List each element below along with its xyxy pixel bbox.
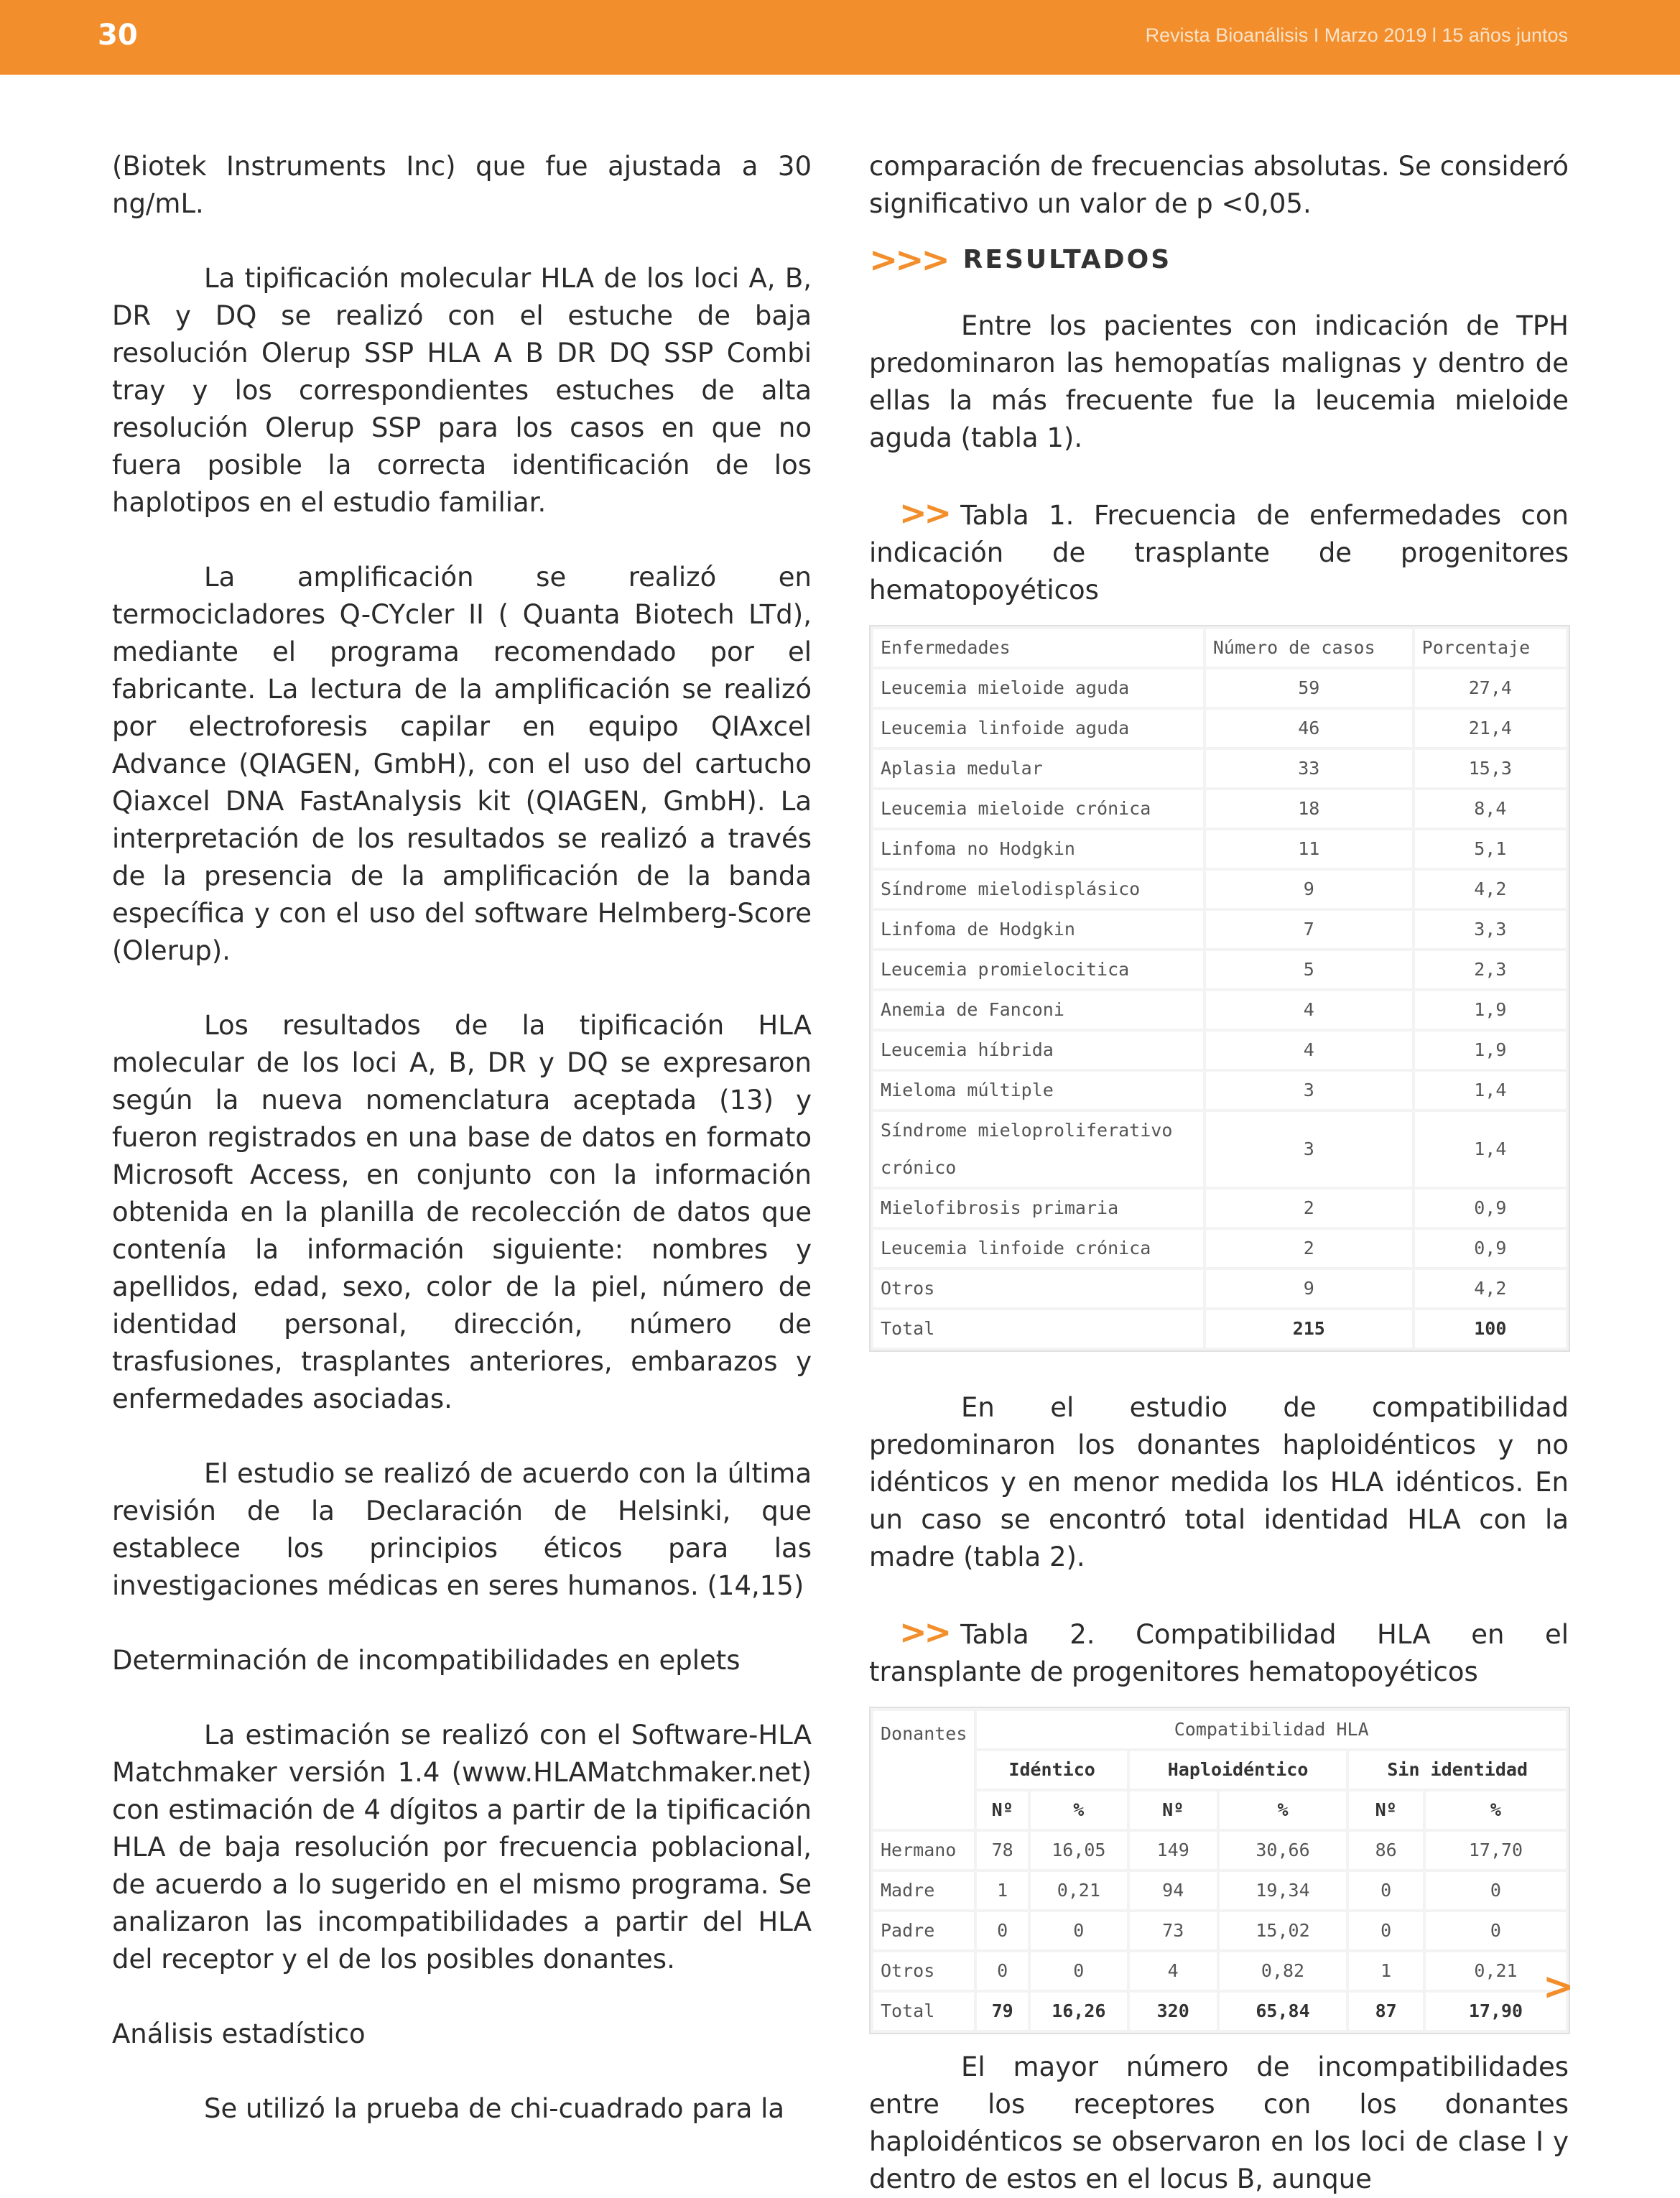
table-cell: 4 [1206, 1031, 1412, 1069]
paragraph: comparación de frecuencias absolutas. Se consideró significativo un valor de p <0,05. [869, 151, 1569, 219]
chevron-icon: >> [899, 493, 950, 532]
table-cell: 5,1 [1415, 830, 1566, 868]
table-row [873, 750, 1566, 787]
table-cell: 0 [977, 1952, 1027, 1990]
row-label: Otros [873, 1270, 1203, 1307]
row-label: Otros [873, 1952, 974, 1990]
table-row [873, 1912, 1566, 1949]
caption-text: Tabla 1. Frecuencia de enfermedades con indicación de trasplante de progenitores hematopoyéticos [869, 500, 1569, 606]
table-cell: 59 [1206, 669, 1412, 707]
table-row [873, 1112, 1566, 1187]
table-row [873, 790, 1566, 827]
paragraph: La tipificación molecular HLA de los loci A, B, DR y DQ se realizó con el estuche de baja resolución Olerup SSP HLA A B DR DQ SSP Combi tray y los correspondientes estuches de alta resolución Olerup SSP para los casos en que no fuera posible la correcta identificación de los haplotipos en el estudio familiar. [112, 263, 812, 518]
row-label: Leucemia híbrida [873, 1031, 1203, 1069]
row-label: Síndrome mieloproliferativo crónico [873, 1112, 1203, 1187]
table-cell: 3,3 [1415, 911, 1566, 948]
table-cell: 0 [1031, 1912, 1127, 1949]
row-label: Madre [873, 1872, 974, 1909]
table-row [873, 1230, 1566, 1267]
table-cell: 19,34 [1220, 1872, 1347, 1909]
table-subheader-row [873, 1791, 1566, 1829]
table-group-row [873, 1751, 1566, 1789]
table-cell: 9 [1206, 1270, 1412, 1307]
table-cell: 215 [1206, 1310, 1412, 1348]
table-cell: 17,70 [1426, 1832, 1566, 1869]
table-cell: 7 [1206, 911, 1412, 948]
table-cell: 4 [1130, 1952, 1217, 1990]
table-cell: 0 [1349, 1872, 1423, 1909]
subheader-n: Nº [1130, 1791, 1217, 1829]
table-cell: 3 [1206, 1112, 1412, 1187]
table-cell: 2 [1206, 1230, 1412, 1267]
chevron-icon: >>> [869, 240, 947, 280]
table-diseases [869, 625, 1570, 1352]
table-cell: 1,9 [1415, 991, 1566, 1029]
table-row [873, 951, 1566, 988]
column-header: Compatibilidad HLA [977, 1711, 1566, 1748]
table-row [873, 1832, 1566, 1869]
page-number: 30 [98, 19, 138, 52]
paragraph: Se utilizó la prueba de chi-cuadrado para la [204, 2093, 785, 2124]
column-header: Donantes [873, 1711, 974, 1829]
table-cell: 4,2 [1415, 1270, 1566, 1307]
chevron-icon: >> [899, 1613, 950, 1651]
table-cell: 1 [1349, 1952, 1423, 1990]
table-row [873, 911, 1566, 948]
subheader-pct: % [1220, 1791, 1347, 1829]
table-row [873, 871, 1566, 908]
table-cell: 0 [977, 1912, 1027, 1949]
table-cell: 0,21 [1426, 1952, 1566, 1990]
table-cell: 4,2 [1415, 871, 1566, 908]
row-label: Total [873, 1310, 1203, 1348]
table-cell: 1,4 [1415, 1112, 1566, 1187]
table-cell: 87 [1349, 1993, 1423, 2030]
row-label: Linfoma de Hodgkin [873, 911, 1203, 948]
subheader-n: Nº [1349, 1791, 1423, 1829]
caption-text: Tabla 2. Compatibilidad HLA en el transplante de progenitores hematopoyéticos [869, 1619, 1569, 1687]
table-cell: 15,3 [1415, 750, 1566, 787]
table2-caption [869, 1613, 1569, 1691]
table-cell: 78 [977, 1832, 1027, 1869]
table-cell: 21,4 [1415, 710, 1566, 747]
row-label: Mieloma múltiple [873, 1072, 1203, 1109]
table-cell: 15,02 [1220, 1912, 1347, 1949]
column-header: Número de casos [1206, 629, 1412, 667]
table-cell: 2,3 [1415, 951, 1566, 988]
subheading: Análisis estadístico [112, 2018, 366, 2049]
row-label: Leucemia promielocitica [873, 951, 1203, 988]
right-column [869, 148, 1569, 2198]
group-header: Haploidéntico [1130, 1751, 1347, 1789]
subheading: Determinación de incompatibilidades en eplets [112, 1645, 741, 1676]
table-cell: 16,26 [1031, 1993, 1127, 2030]
table-cell: 8,4 [1415, 790, 1566, 827]
table-row [873, 1872, 1566, 1909]
next-page-chevron-icon: > [1543, 1965, 1574, 2008]
table-cell: 16,05 [1031, 1832, 1127, 1869]
table-cell: 9 [1206, 871, 1412, 908]
group-header: Sin identidad [1349, 1751, 1566, 1789]
paragraph: Los resultados de la tipificación HLA molecular de los loci A, B, DR y DQ se expresaron según la nueva nomenclatura aceptada (13) y fueron registrados en una base de datos en formato Microsoft Access, en conjunto con la información obtenida en la planilla de recolección de datos que contenía la información siguiente: nombres y apellidos, edad, sexo, color de la piel, número de identidad personal, dirección, número de trasfusiones, trasplantes anteriores, embarazos y enfermedades asociadas. [112, 1010, 812, 1414]
table-total-row [873, 1310, 1566, 1348]
table-compatibility [869, 1707, 1570, 2034]
table-row [873, 669, 1566, 707]
table-row [873, 1031, 1566, 1069]
row-label: Linfoma no Hodgkin [873, 830, 1203, 868]
row-label: Total [873, 1993, 974, 2030]
table-cell: 18 [1206, 790, 1412, 827]
subheader-pct: % [1031, 1791, 1127, 1829]
table-total-row [873, 1993, 1566, 2030]
table-cell: 27,4 [1415, 669, 1566, 707]
table-cell: 0 [1426, 1872, 1566, 1909]
table-row [873, 991, 1566, 1029]
table-cell: 5 [1206, 951, 1412, 988]
journal-title: Revista Bioanálisis I Marzo 2019 l 15 años juntos [1145, 24, 1568, 46]
page-header [0, 0, 1680, 75]
row-label: Aplasia medular [873, 750, 1203, 787]
paragraph: El estudio se realizó de acuerdo con la última revisión de la Declaración de Helsinki, que establece los principios éticos para las investigaciones médicas en seres humanos. (14,15) [112, 1458, 812, 1601]
table-cell: 4 [1206, 991, 1412, 1029]
group-header: Idéntico [977, 1751, 1126, 1789]
row-label: Hermano [873, 1832, 974, 1869]
table-cell: 17,90 [1426, 1993, 1566, 2030]
row-label: Mielofibrosis primaria [873, 1190, 1203, 1227]
table-cell: 1,9 [1415, 1031, 1566, 1069]
table-row [873, 1190, 1566, 1227]
table-cell: 0 [1349, 1912, 1423, 1949]
table-header-row [873, 1711, 1566, 1748]
table-cell: 1 [977, 1872, 1027, 1909]
table-cell: 0,9 [1415, 1230, 1566, 1267]
column-header: Enfermedades [873, 629, 1203, 667]
table-cell: 0,9 [1415, 1190, 1566, 1227]
paragraph: El mayor número de incompatibilidades entre los receptores con los donantes haploidénticos se observaron en los loci de clase I y dentro de estos en el locus B, aunque [869, 2051, 1569, 2194]
table-cell: 79 [977, 1993, 1027, 2030]
table-cell: 0,21 [1031, 1872, 1127, 1909]
table-row [873, 1072, 1566, 1109]
paragraph: La estimación se realizó con el Software-HLA Matchmaker versión 1.4 (www.HLAMatchmaker.net) con estimación de 4 dígitos a partir de la tipificación HLA de baja resolución por frecuencia poblacional, de acuerdo a lo sugerido en el mismo programa. Se analizaron las incompatibilidades a partir del HLA del receptor y el de los posibles donantes. [112, 1720, 812, 1975]
table-cell: 0 [1031, 1952, 1127, 1990]
table-row [873, 710, 1566, 747]
column-header: Porcentaje [1415, 629, 1566, 667]
paragraph: Entre los pacientes con indicación de TPH predominaron las hemopatías malignas y dentro de ellas la más frecuente fue la leucemia mieloide aguda (tabla 1). [869, 310, 1569, 453]
table-cell: 0 [1426, 1912, 1566, 1949]
row-label: Leucemia linfoide aguda [873, 710, 1203, 747]
table1-caption [869, 494, 1569, 609]
row-label: Leucemia linfoide crónica [873, 1230, 1203, 1267]
paragraph: La amplificación se realizó en termocicladores Q-CYcler II ( Quanta Biotech LTd), mediante el programa recomendado por el fabricante. La lectura de la amplificación se realizó por electroforesis capilar en equipo QIAxcel Advance (QIAGEN, GmbH), con el uso del cartucho Qiaxcel DNA FastAnalysis kit (QIAGEN, GmbH). La interpretación de los resultados se realizó a través de la presencia de la amplificación de la banda específica y con el uso del software Helmberg-Score (Olerup). [112, 562, 812, 966]
table-cell: 65,84 [1220, 1993, 1347, 2030]
table-cell: 33 [1206, 750, 1412, 787]
row-label: Síndrome mielodisplásico [873, 871, 1203, 908]
paragraph: (Biotek Instruments Inc) que fue ajustada a 30 ng/mL. [112, 151, 812, 219]
row-label: Leucemia mieloide aguda [873, 669, 1203, 707]
left-column [112, 148, 812, 2128]
table-cell: 149 [1130, 1832, 1217, 1869]
table-cell: 73 [1130, 1912, 1217, 1949]
table-cell: 1,4 [1415, 1072, 1566, 1109]
table-cell: 0,82 [1220, 1952, 1347, 1990]
section-heading [869, 241, 1569, 279]
row-label: Padre [873, 1912, 974, 1949]
table-cell: 2 [1206, 1190, 1412, 1227]
table-cell: 3 [1206, 1072, 1412, 1109]
row-label: Anemia de Fanconi [873, 991, 1203, 1029]
table-cell: 320 [1130, 1993, 1217, 2030]
paragraph: En el estudio de compatibilidad predominaron los donantes haploidénticos y no idénticos y en menor medida los HLA idénticos. En un caso se encontró total identidad HLA con la madre (tabla 2). [869, 1392, 1569, 1572]
table-cell: 94 [1130, 1872, 1217, 1909]
row-label: Leucemia mieloide crónica [873, 790, 1203, 827]
section-title: RESULTADOS [962, 245, 1172, 274]
subheader-pct: % [1426, 1791, 1566, 1829]
table-row [873, 830, 1566, 868]
table-cell: 46 [1206, 710, 1412, 747]
table-cell: 11 [1206, 830, 1412, 868]
table-row [873, 1270, 1566, 1307]
table-header-row [873, 629, 1566, 667]
table-row [873, 1952, 1566, 1990]
table-cell: 86 [1349, 1832, 1423, 1869]
table-cell: 30,66 [1220, 1832, 1347, 1869]
subheader-n: Nº [977, 1791, 1027, 1829]
table-cell: 100 [1415, 1310, 1566, 1348]
